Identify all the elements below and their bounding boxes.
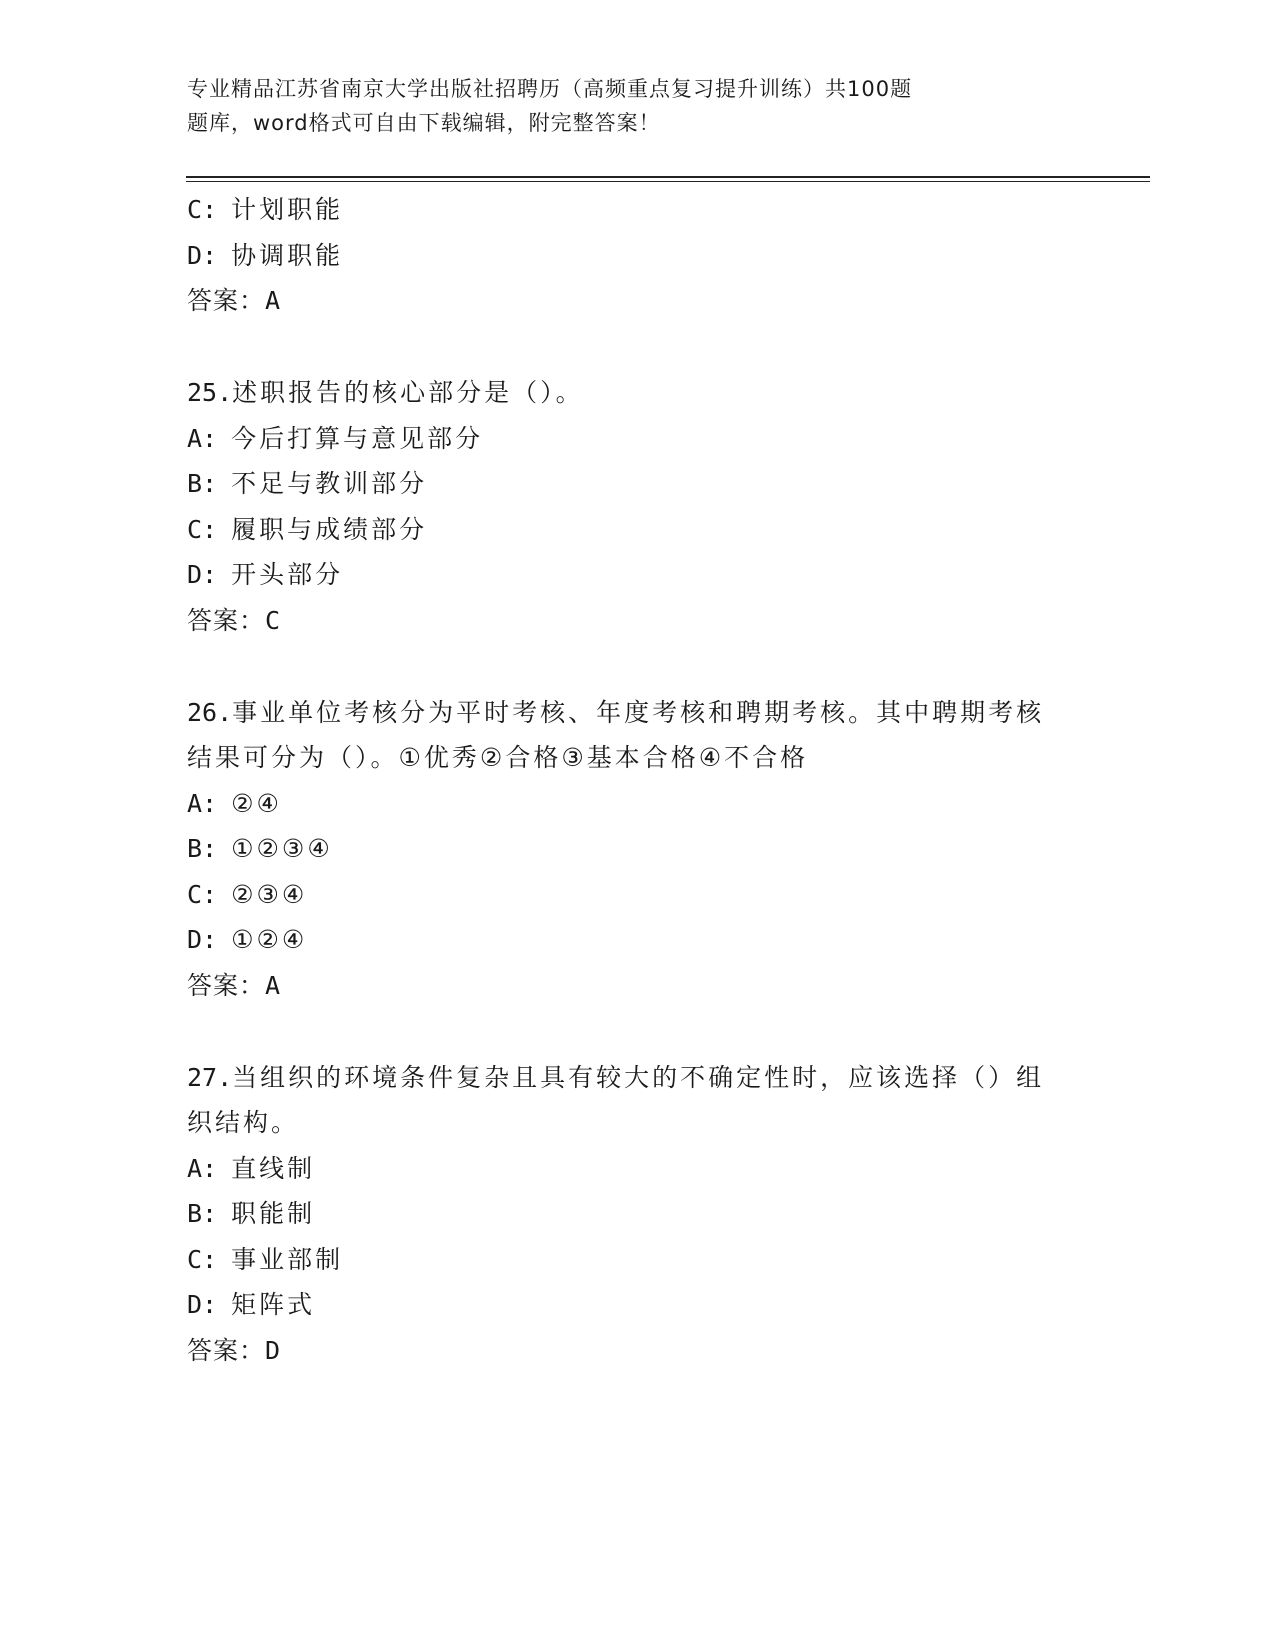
question-27 [187,1055,1087,1374]
option-a [187,1146,1087,1192]
option-letter: D: [187,925,218,954]
option-letter: A: [187,423,218,453]
option-letter: C: [187,514,218,544]
option-letter: B: [187,1199,218,1228]
option-letter: C: [187,1244,218,1274]
document-header [187,72,1047,140]
option-text: ②④ [231,788,282,818]
option-d [187,233,1087,279]
option-text: 协调职能 [231,240,344,270]
option-c [187,1237,1087,1283]
answer-value: A [265,970,282,1000]
option-letter: D: [187,560,218,589]
question-26 [187,690,1087,1009]
question-text: 事业单位考核分为平时考核、年度考核和聘期考核。其中聘期考核 [232,697,1045,727]
option-letter: C: [187,879,218,909]
question-number: 26. [187,697,233,727]
option-text: 不足与教训部分 [231,469,428,498]
question-stem-continued [187,1100,1087,1146]
question-text: 结果可分为（）。①优秀②合格③基本合格④不合格 [187,743,809,772]
answer-label: 答案： [187,286,266,315]
option-d [187,917,1087,963]
option-text: ①②④ [231,925,308,954]
option-c [187,872,1087,918]
answer-line [187,278,1087,324]
question-stem [187,1055,1087,1101]
option-letter: B: [187,834,218,863]
option-letter: D: [187,240,218,270]
answer-value: C [265,605,282,635]
question-25 [187,370,1087,644]
question-list [187,187,1087,1374]
answer-line [187,963,1087,1009]
option-text: 履职与成绩部分 [231,514,428,544]
answer-label: 答案： [187,605,266,635]
answer-label: 答案： [187,1335,266,1365]
header-divider-thick [186,176,1150,178]
option-text: 职能制 [231,1199,316,1228]
option-text: ②③④ [231,879,308,909]
question-number: 25. [187,378,233,407]
option-b [187,826,1087,872]
option-c [187,187,1087,233]
question-text: 当组织的环境条件复杂且具有较大的不确定性时，应该选择（）组 [232,1062,1045,1092]
option-text: 事业部制 [231,1244,344,1274]
answer-value: A [265,286,282,315]
spacer [187,324,1087,370]
option-letter: D: [187,1290,218,1319]
answer-label: 答案： [187,970,266,1000]
answer-value: D [265,1335,282,1365]
question-stem [187,690,1087,736]
question-number: 27. [187,1062,233,1092]
answer-line [187,1328,1087,1374]
option-text: 开头部分 [231,560,344,589]
option-letter: B: [187,469,218,498]
question-text: 述职报告的核心部分是（）。 [232,378,584,407]
header-divider-thin [186,181,1150,182]
header-line-1: 专业精品江苏省南京大学出版社招聘历（高频重点复习提升训练）共100题 [187,77,913,101]
question-stem [187,370,1087,416]
option-b [187,461,1087,507]
option-letter: A: [187,788,218,818]
option-text: 今后打算与意见部分 [231,423,484,453]
option-text: 计划职能 [231,195,344,224]
header-line-2: 题库，word格式可自由下载编辑，附完整答案！ [187,111,661,135]
option-b [187,1191,1087,1237]
option-d [187,1282,1087,1328]
option-text: 矩阵式 [231,1290,316,1319]
spacer [187,644,1087,690]
option-d [187,552,1087,598]
option-a [187,781,1087,827]
question-stem-continued [187,735,1087,781]
spacer [187,1009,1087,1055]
option-c [187,507,1087,553]
question-text: 织结构。 [187,1108,300,1137]
option-text: 直线制 [231,1153,316,1183]
option-a [187,416,1087,462]
question-continued [187,187,1087,324]
option-text: ①②③④ [231,834,333,863]
option-letter: A: [187,1153,218,1183]
option-letter: C: [187,195,218,224]
answer-line [187,598,1087,644]
